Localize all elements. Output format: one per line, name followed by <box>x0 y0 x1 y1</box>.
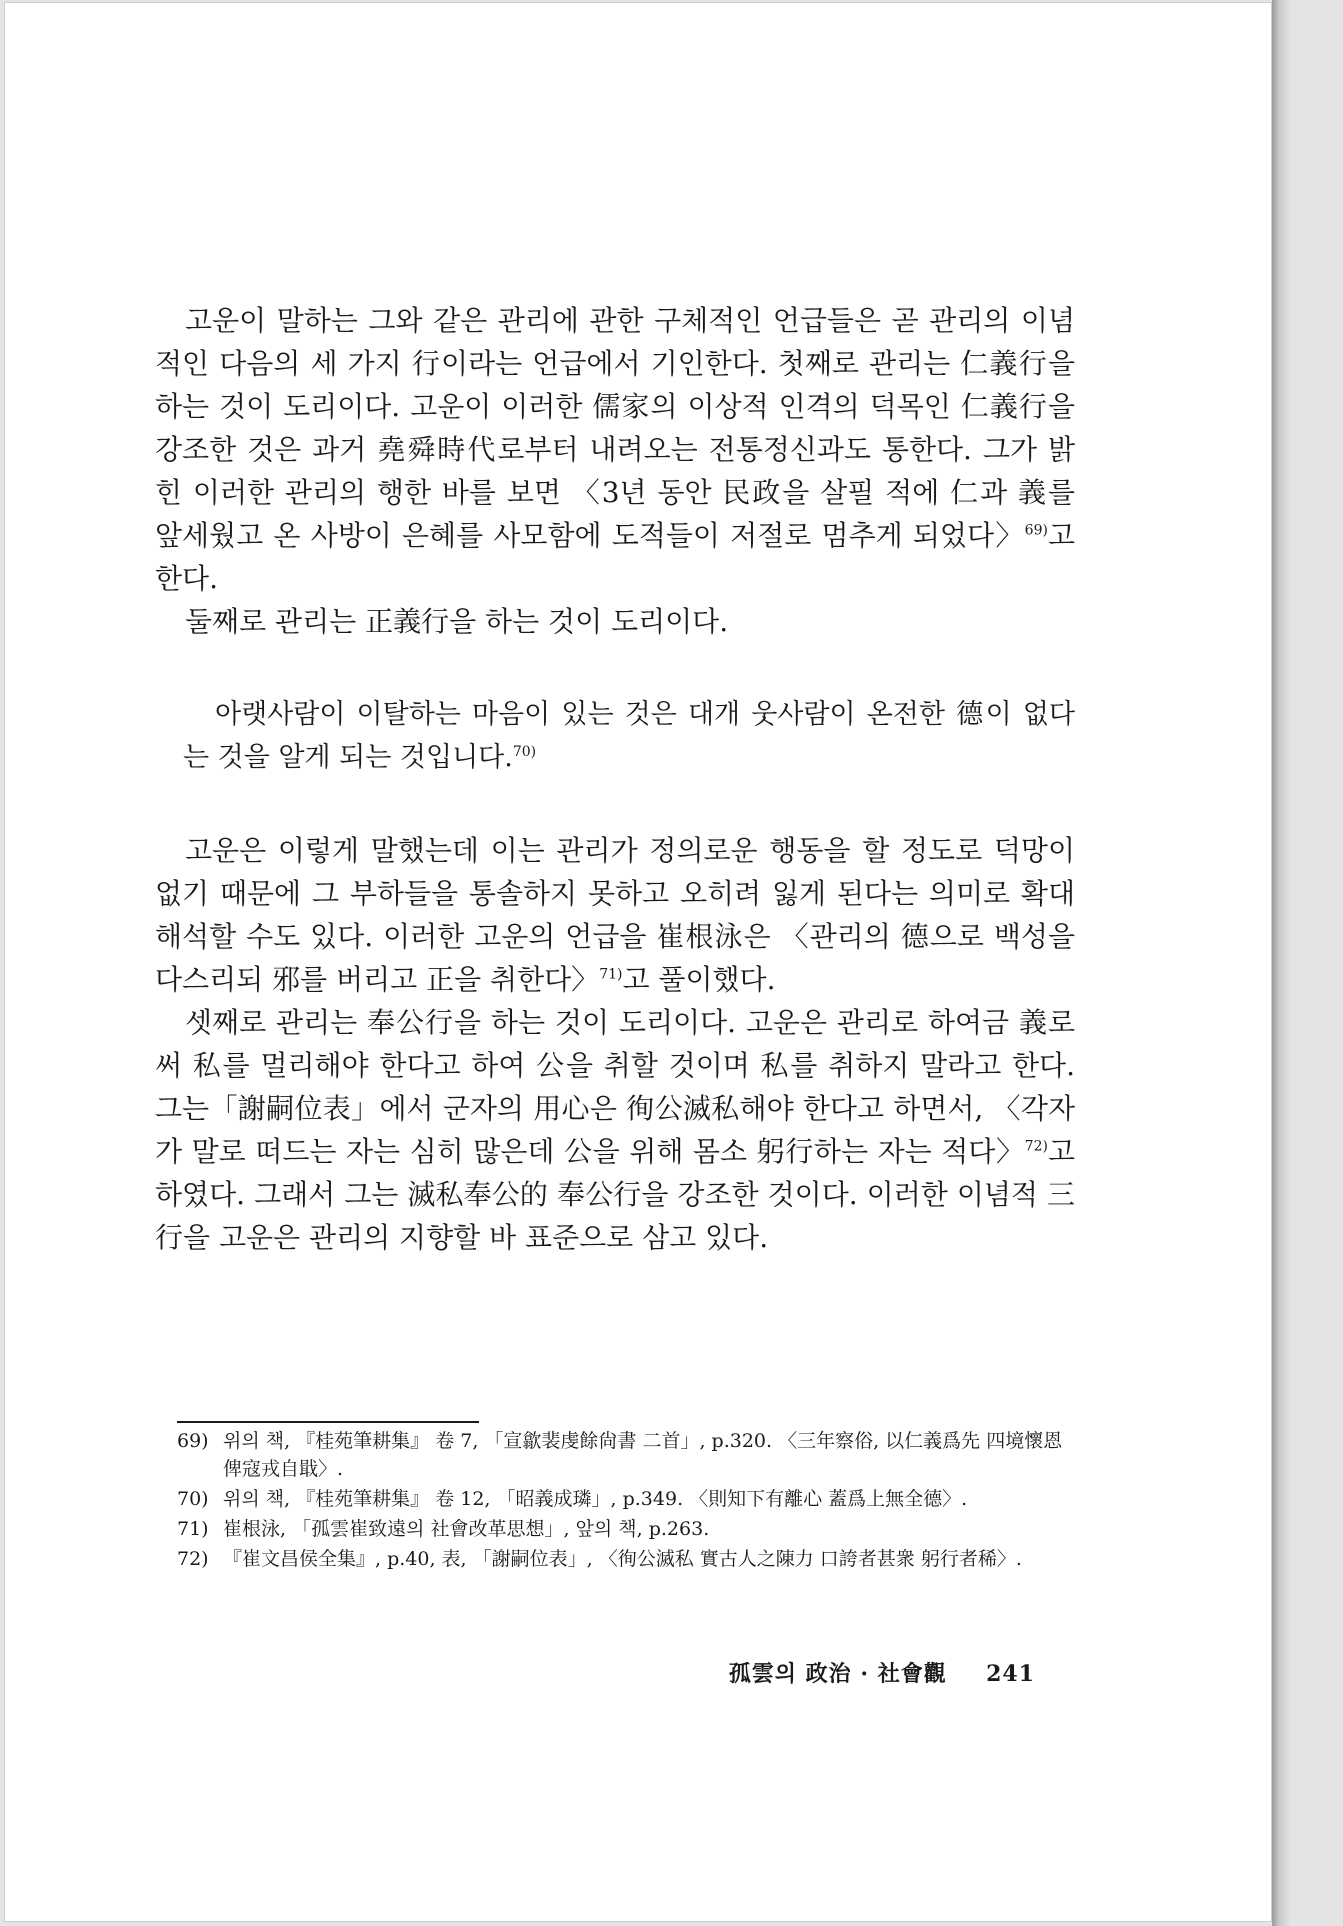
running-title-part-2: 社會觀 <box>877 1661 947 1687</box>
footnote-divider <box>177 1421 479 1423</box>
paragraph-4 <box>155 1001 1075 1259</box>
footnote-text: 위의 책, 『桂苑筆耕集』 卷 12, 「昭義成璘」, p.349. 〈則知下有離心 蓋爲上無全德〉. <box>223 1488 968 1510</box>
footnote-number: 71) <box>177 1518 209 1540</box>
body-text <box>155 299 1075 1259</box>
running-footer <box>729 1657 1035 1688</box>
paragraph-2 <box>155 600 1075 643</box>
paragraph-3 <box>155 829 1075 1001</box>
footnote-number: 70) <box>177 1488 209 1510</box>
footnote-text: 위의 책, 『桂苑筆耕集』 卷 7, 「宣歙裴虔餘尙書 二首」, p.320. 〈三年察俗, 以仁義爲先 四境懷恩 俾寇戎自戢〉. <box>223 1430 1063 1480</box>
footnote-number: 69) <box>177 1430 209 1452</box>
footnote-ref-72[interactable]: 72) <box>1024 1138 1048 1155</box>
footnotes <box>177 1427 1077 1575</box>
page-number: 241 <box>986 1661 1035 1687</box>
footnote-text: 『崔文昌侯全集』, p.40, 表, 「謝嗣位表」, 〈徇公滅私 實古人之陳力 口誇者甚衆 躬行者稀〉. <box>223 1548 1022 1570</box>
paragraph-1-text: 고운이 말하는 그와 같은 관리에 관한 구체적인 언급들은 곧 관리의 이념적인 다음의 세 가지 行이라는 언급에서 기인한다. 첫째로 관리는 仁義行을 하는 것이 도리이다. 고운이 이러한 儒家의 이상적 인격의 덕목인 仁義行을 강조한 것은 과거 堯舜時代로부터 내려오는 전통정신과도 통한다. 그가 밝힌 이러한 관리의 행한 바를 보면 〈3년 동안 民政을 살필 적에 仁과 義를 앞세웠고 온 사방이 은혜를 사모함에 도적들이 저절로 멈추게 되었다〉 <box>155 304 1075 552</box>
paragraph-2-text: 둘째로 관리는 正義行을 하는 것이 도리이다. <box>185 605 729 638</box>
paragraph-4-text: 셋째로 관리는 奉公行을 하는 것이 도리이다. 고운은 관리로 하여금 義로써 私를 멀리해야 한다고 하여 公을 취할 것이며 私를 취하지 말라고 한다. 그는「謝嗣位表」에서 군자의 用心은 徇公滅私해야 한다고 하면서, 〈각자가 말로 떠드는 자는 심히 많은데 公을 위해 몸소 躬行하는 자는 적다〉 <box>155 1006 1075 1168</box>
footnote-ref-69[interactable]: 69) <box>1024 522 1048 539</box>
footnote-number: 72) <box>177 1548 209 1570</box>
block-quote-text: 아랫사람이 이탈하는 마음이 있는 것은 대개 웃사람이 온전한 德이 없다는 것을 알게 되는 것입니다. <box>183 699 1075 773</box>
footnote-ref-70[interactable]: 70) <box>512 744 537 760</box>
paragraph-1-tail: 고 한다. <box>155 519 1075 595</box>
footnote-71 <box>177 1515 1077 1543</box>
footnote-text: 崔根泳, 「孤雲崔致遠의 社會改革思想」, 앞의 책, p.263. <box>223 1518 710 1540</box>
running-title-part-1: 孤雲의 政治 <box>728 1661 852 1687</box>
running-title-separator: · <box>860 1661 870 1687</box>
footnote-72 <box>177 1545 1077 1573</box>
paragraph-4-tail: 고 하였다. 그래서 그는 滅私奉公的 奉公行을 강조한 것이다. 이러한 이념적 三行을 고운은 관리의 지향할 바 표준으로 삼고 있다. <box>155 1135 1075 1254</box>
footnote-70 <box>177 1485 1077 1513</box>
footnote-ref-71[interactable]: 71) <box>599 966 623 983</box>
block-quote <box>155 693 1075 779</box>
document-page <box>4 2 1272 1922</box>
paragraph-3-tail: 고 풀이했다. <box>622 963 776 996</box>
paragraph-3-text: 고운은 이렇게 말했는데 이는 관리가 정의로운 행동을 할 정도로 덕망이 없기 때문에 그 부하들을 통솔하지 못하고 오히려 잃게 된다는 의미로 확대 해석할 수도 있다. 이러한 고운의 언급을 崔根泳은 〈관리의 德으로 백성을 다스리되 邪를 버리고 正을 취한다〉 <box>155 834 1075 996</box>
paragraph-1 <box>155 299 1075 600</box>
footnote-69 <box>177 1427 1077 1483</box>
page-edge-shadow <box>1272 0 1292 1926</box>
